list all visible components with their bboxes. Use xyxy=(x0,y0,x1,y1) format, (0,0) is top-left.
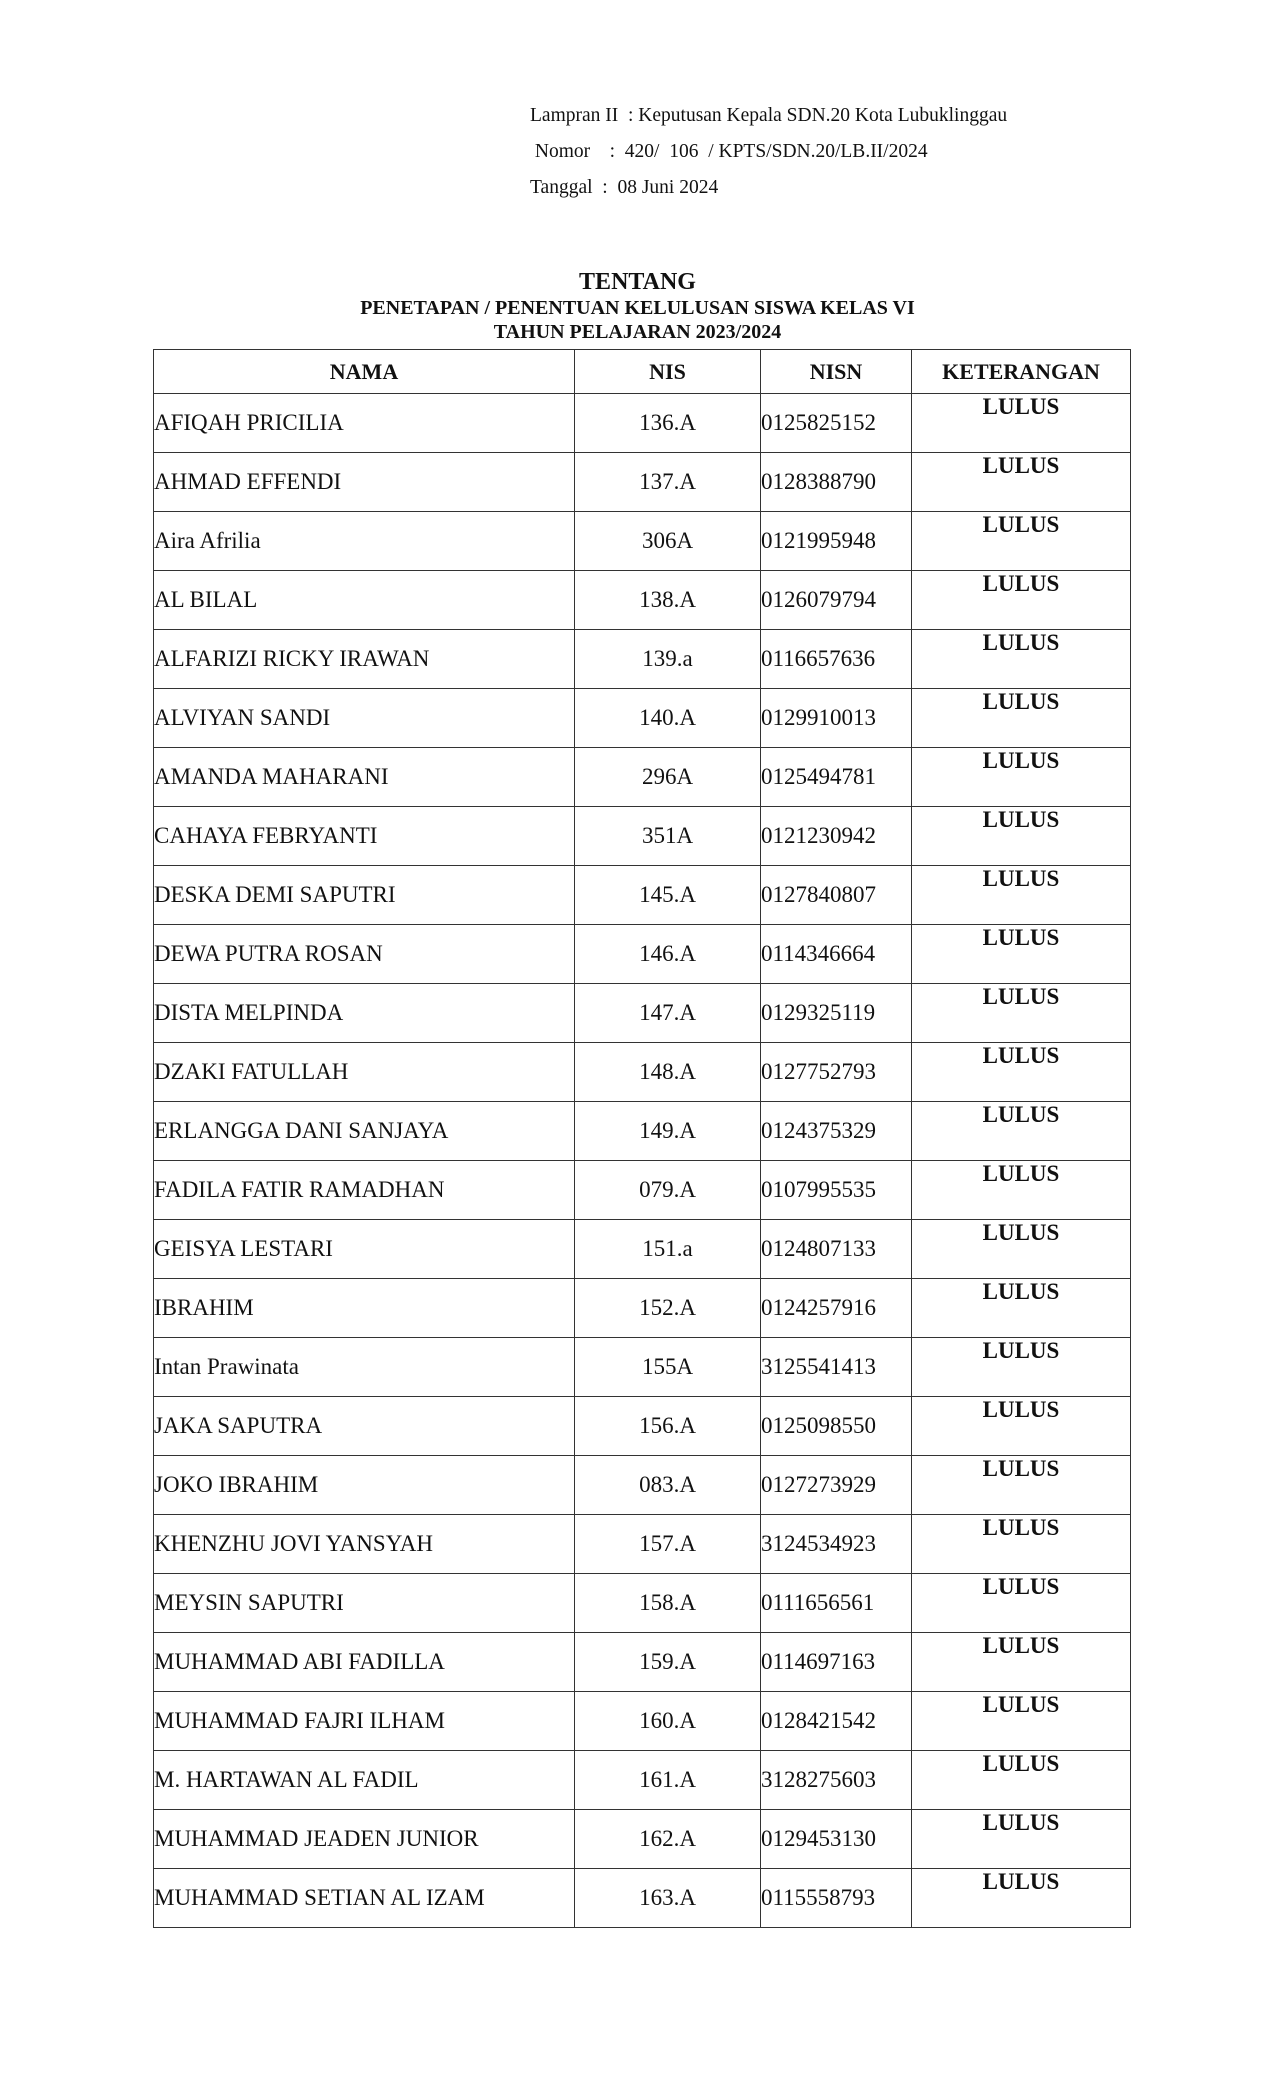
cell-nama: CAHAYA FEBRYANTI xyxy=(154,807,575,866)
header-lampiran: Lampran II : Keputusan Kepala SDN.20 Kota Lubuklinggau xyxy=(530,105,1008,126)
cell-nis: 306A xyxy=(575,512,761,571)
cell-nama: DISTA MELPINDA xyxy=(154,984,575,1043)
table-row xyxy=(154,1810,1131,1869)
cell-nisn: 0124257916 xyxy=(761,1279,912,1338)
header-nomor: Nomor : 420/ 106 / KPTS/SDN.20/LB.II/2024 xyxy=(530,141,928,162)
cell-nis: 083.A xyxy=(575,1456,761,1515)
cell-nisn: 0127840807 xyxy=(761,866,912,925)
table-row xyxy=(154,866,1131,925)
table-row xyxy=(154,1633,1131,1692)
cell-keterangan: LULUS xyxy=(912,571,1131,630)
cell-nis: 156.A xyxy=(575,1397,761,1456)
cell-keterangan: LULUS xyxy=(912,1869,1131,1928)
cell-nis: 140.A xyxy=(575,689,761,748)
cell-nisn: 0114346664 xyxy=(761,925,912,984)
table-row xyxy=(154,1102,1131,1161)
cell-keterangan: LULUS xyxy=(912,1751,1131,1810)
cell-keterangan: LULUS xyxy=(912,512,1131,571)
cell-keterangan: LULUS xyxy=(912,1279,1131,1338)
cell-keterangan: LULUS xyxy=(912,1692,1131,1751)
document-header xyxy=(530,98,1007,206)
cell-nama: MUHAMMAD JEADEN JUNIOR xyxy=(154,1810,575,1869)
table-row xyxy=(154,1397,1131,1456)
table-header-row xyxy=(154,350,1131,394)
cell-nisn: 0125494781 xyxy=(761,748,912,807)
header-tanggal: Tanggal : 08 Juni 2024 xyxy=(530,177,719,198)
cell-nis: 157.A xyxy=(575,1515,761,1574)
title-tahun-pelajaran: TAHUN PELAJARAN 2023/2024 xyxy=(493,321,782,343)
cell-nis: 138.A xyxy=(575,571,761,630)
table-row xyxy=(154,1338,1131,1397)
cell-nama: Aira Afrilia xyxy=(154,512,575,571)
cell-nama: AFIQAH PRICILIA xyxy=(154,394,575,453)
table-row xyxy=(154,748,1131,807)
table-row xyxy=(154,689,1131,748)
table-row xyxy=(154,1692,1131,1751)
cell-nama: MEYSIN SAPUTRI xyxy=(154,1574,575,1633)
cell-keterangan: LULUS xyxy=(912,1338,1131,1397)
column-header-keterangan: KETERANGAN xyxy=(912,350,1131,394)
cell-keterangan: LULUS xyxy=(912,453,1131,512)
cell-nisn: 0127752793 xyxy=(761,1043,912,1102)
cell-nis: 351A xyxy=(575,807,761,866)
cell-nama: DESKA DEMI SAPUTRI xyxy=(154,866,575,925)
cell-nis: 148.A xyxy=(575,1043,761,1102)
cell-nama: DEWA PUTRA ROSAN xyxy=(154,925,575,984)
table-row xyxy=(154,571,1131,630)
table-row xyxy=(154,1279,1131,1338)
table-row xyxy=(154,1869,1131,1928)
cell-nis: 155A xyxy=(575,1338,761,1397)
table-row xyxy=(154,453,1131,512)
cell-keterangan: LULUS xyxy=(912,1515,1131,1574)
table-row xyxy=(154,807,1131,866)
cell-nama: MUHAMMAD ABI FADILLA xyxy=(154,1633,575,1692)
cell-nisn: 0125098550 xyxy=(761,1397,912,1456)
cell-nis: 146.A xyxy=(575,925,761,984)
cell-nisn: 0125825152 xyxy=(761,394,912,453)
cell-keterangan: LULUS xyxy=(912,1456,1131,1515)
cell-keterangan: LULUS xyxy=(912,1633,1131,1692)
table-row xyxy=(154,1515,1131,1574)
cell-nisn: 0107995535 xyxy=(761,1161,912,1220)
table-row xyxy=(154,1043,1131,1102)
cell-nama: MUHAMMAD SETIAN AL IZAM xyxy=(154,1869,575,1928)
cell-nisn: 0111656561 xyxy=(761,1574,912,1633)
cell-nisn: 0129910013 xyxy=(761,689,912,748)
table-body xyxy=(154,394,1131,1928)
cell-nisn: 0121995948 xyxy=(761,512,912,571)
cell-nisn: 0129453130 xyxy=(761,1810,912,1869)
cell-nisn: 0124375329 xyxy=(761,1102,912,1161)
column-header-nama: NAMA xyxy=(154,350,575,394)
cell-nisn: 3124534923 xyxy=(761,1515,912,1574)
table-row xyxy=(154,984,1131,1043)
cell-nis: 145.A xyxy=(575,866,761,925)
cell-keterangan: LULUS xyxy=(912,748,1131,807)
cell-nisn: 0124807133 xyxy=(761,1220,912,1279)
cell-nama: ALVIYAN SANDI xyxy=(154,689,575,748)
cell-nis: 163.A xyxy=(575,1869,761,1928)
cell-nama: JOKO IBRAHIM xyxy=(154,1456,575,1515)
cell-keterangan: LULUS xyxy=(912,1574,1131,1633)
cell-nisn: 0121230942 xyxy=(761,807,912,866)
cell-nama: JAKA SAPUTRA xyxy=(154,1397,575,1456)
cell-nisn: 0128388790 xyxy=(761,453,912,512)
cell-keterangan: LULUS xyxy=(912,1810,1131,1869)
cell-nis: 296A xyxy=(575,748,761,807)
cell-nama: MUHAMMAD FAJRI ILHAM xyxy=(154,1692,575,1751)
table-row xyxy=(154,1161,1131,1220)
cell-nama: M. HARTAWAN AL FADIL xyxy=(154,1751,575,1810)
cell-nisn: 0126079794 xyxy=(761,571,912,630)
cell-nisn: 0128421542 xyxy=(761,1692,912,1751)
cell-keterangan: LULUS xyxy=(912,866,1131,925)
cell-nama: KHENZHU JOVI YANSYAH xyxy=(154,1515,575,1574)
document-title xyxy=(0,268,1275,344)
cell-nis: 162.A xyxy=(575,1810,761,1869)
cell-nama: AHMAD EFFENDI xyxy=(154,453,575,512)
column-header-nisn: NISN xyxy=(761,350,912,394)
table-row xyxy=(154,1751,1131,1810)
cell-nisn: 3128275603 xyxy=(761,1751,912,1810)
cell-nis: 161.A xyxy=(575,1751,761,1810)
cell-keterangan: LULUS xyxy=(912,1220,1131,1279)
cell-keterangan: LULUS xyxy=(912,394,1131,453)
cell-nama: ERLANGGA DANI SANJAYA xyxy=(154,1102,575,1161)
cell-nama: AL BILAL xyxy=(154,571,575,630)
cell-nis: 147.A xyxy=(575,984,761,1043)
cell-keterangan: LULUS xyxy=(912,1102,1131,1161)
table-row xyxy=(154,1220,1131,1279)
table-row xyxy=(154,925,1131,984)
cell-nis: 136.A xyxy=(575,394,761,453)
title-penetapan: PENETAPAN / PENENTUAN KELULUSAN SISWA KELAS VI xyxy=(360,297,915,319)
cell-nis: 137.A xyxy=(575,453,761,512)
cell-nis: 079.A xyxy=(575,1161,761,1220)
cell-nis: 152.A xyxy=(575,1279,761,1338)
table-row xyxy=(154,394,1131,453)
table-row xyxy=(154,512,1131,571)
cell-keterangan: LULUS xyxy=(912,689,1131,748)
cell-nis: 158.A xyxy=(575,1574,761,1633)
cell-nisn: 0129325119 xyxy=(761,984,912,1043)
cell-nama: AMANDA MAHARANI xyxy=(154,748,575,807)
cell-nama: IBRAHIM xyxy=(154,1279,575,1338)
cell-nisn: 0127273929 xyxy=(761,1456,912,1515)
table-row xyxy=(154,630,1131,689)
column-header-nis: NIS xyxy=(575,350,761,394)
table-row xyxy=(154,1574,1131,1633)
cell-nisn: 0116657636 xyxy=(761,630,912,689)
cell-keterangan: LULUS xyxy=(912,984,1131,1043)
cell-nama: ALFARIZI RICKY IRAWAN xyxy=(154,630,575,689)
table-row xyxy=(154,1456,1131,1515)
cell-nis: 159.A xyxy=(575,1633,761,1692)
cell-nama: FADILA FATIR RAMADHAN xyxy=(154,1161,575,1220)
title-tentang: TENTANG xyxy=(579,269,696,295)
cell-nisn: 0115558793 xyxy=(761,1869,912,1928)
cell-nis: 149.A xyxy=(575,1102,761,1161)
graduation-table xyxy=(153,349,1131,1928)
cell-keterangan: LULUS xyxy=(912,1161,1131,1220)
cell-nisn: 0114697163 xyxy=(761,1633,912,1692)
cell-nis: 160.A xyxy=(575,1692,761,1751)
cell-nis: 139.a xyxy=(575,630,761,689)
cell-keterangan: LULUS xyxy=(912,1397,1131,1456)
cell-nama: DZAKI FATULLAH xyxy=(154,1043,575,1102)
cell-keterangan: LULUS xyxy=(912,1043,1131,1102)
cell-nama: Intan Prawinata xyxy=(154,1338,575,1397)
cell-nis: 151.a xyxy=(575,1220,761,1279)
cell-nisn: 3125541413 xyxy=(761,1338,912,1397)
cell-keterangan: LULUS xyxy=(912,630,1131,689)
cell-keterangan: LULUS xyxy=(912,925,1131,984)
cell-keterangan: LULUS xyxy=(912,807,1131,866)
cell-nama: GEISYA LESTARI xyxy=(154,1220,575,1279)
